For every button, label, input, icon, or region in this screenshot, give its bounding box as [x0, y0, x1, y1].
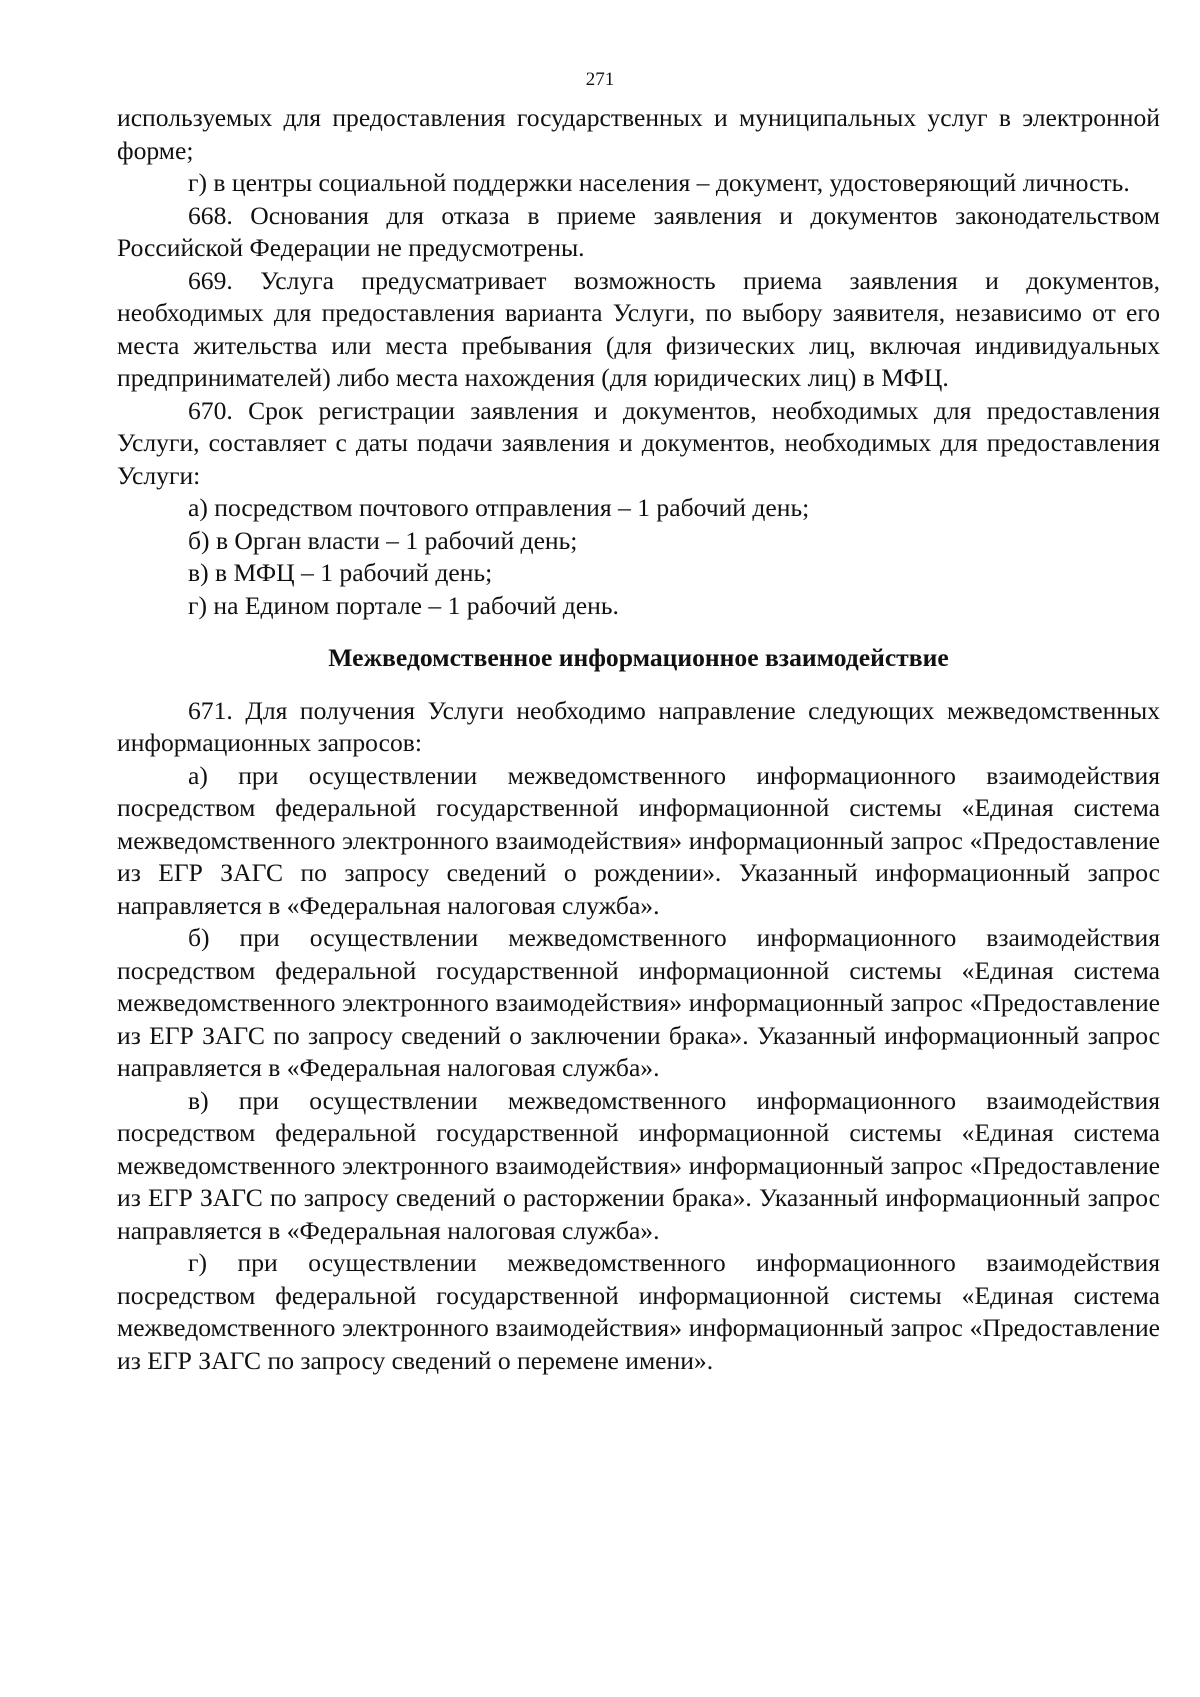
- paragraph: 671. Для получения Услуги необходимо направление следующих межведомственных информационных запросов:: [117, 695, 1160, 757]
- paragraph: г) в центры социальной поддержки населения – документ, удостоверяющий личность.: [188, 168, 1130, 197]
- paragraph-group-top: [117, 102, 1160, 622]
- paragraph: 668. Основания для отказа в приеме заявления и документов законодательством Российской Федерации не предусмотрены.: [117, 200, 1160, 262]
- paragraph: в) при осуществлении межведомственного информационного взаимодействия посредством федеральной государственной информационной системы «Единая система межведомственного электронного взаимодействия» информационный запрос «Предоставление из ЕГР ЗАГС по запросу сведений о расторжении брака». Указанный информационный запрос направляется в «Федеральная налоговая служба».: [117, 1085, 1160, 1245]
- list-item: в) в МФЦ – 1 рабочий день;: [188, 558, 493, 587]
- paragraph: используемых для предоставления государственных и муниципальных услуг в электронной форме;: [117, 103, 1160, 165]
- document-body: [117, 102, 1160, 1377]
- list-item: б) в Орган власти – 1 рабочий день;: [188, 525, 578, 555]
- page-number: 271: [585, 69, 615, 90]
- paragraph: г) при осуществлении межведомственного информационного взаимодействия посредством федеральной государственной информационной системы «Единая система межведомственного электронного взаимодействия» информационный запрос «Предоставление из ЕГР ЗАГС по запросу сведений о перемене имени».: [117, 1248, 1160, 1375]
- list-item: а) посредством почтового отправления – 1 рабочий день;: [188, 493, 810, 522]
- paragraph: а) при осуществлении межведомственного информационного взаимодействия посредством федеральной государственной информационной системы «Единая система межведомственного электронного взаимодействия» информационный запрос «Предоставление из ЕГР ЗАГС по запросу сведений о рождении». Указанный информационный запрос направляется в «Федеральная налоговая служба».: [117, 760, 1160, 920]
- list-item: г) на Едином портале – 1 рабочий день.: [188, 590, 619, 620]
- paragraph: б) при осуществлении межведомственного информационного взаимодействия посредством федеральной государственной информационной системы «Единая система межведомственного электронного взаимодействия» информационный запрос «Предоставление из ЕГР ЗАГС по запросу сведений о заключении брака». Указанный информационный запрос направляется в «Федеральная налоговая служба».: [117, 923, 1160, 1082]
- paragraph-group-bottom: [117, 695, 1160, 1378]
- section-heading: Межведомственное информационное взаимодействие: [328, 643, 949, 672]
- paragraph: 669. Услуга предусматривает возможность приема заявления и документов, необходимых для предоставления варианта Услуги, по выбору заявителя, независимо от его места жительства или места пребывания (для физических лиц, включая индивидуальных предпринимателей) либо места нахождения (для юридических лиц) в МФЦ.: [117, 265, 1160, 392]
- paragraph: 670. Срок регистрации заявления и документов, необходимых для предоставления Услуги, составляет с даты подачи заявления и документов, необходимых для предоставления Услуги:: [117, 395, 1160, 490]
